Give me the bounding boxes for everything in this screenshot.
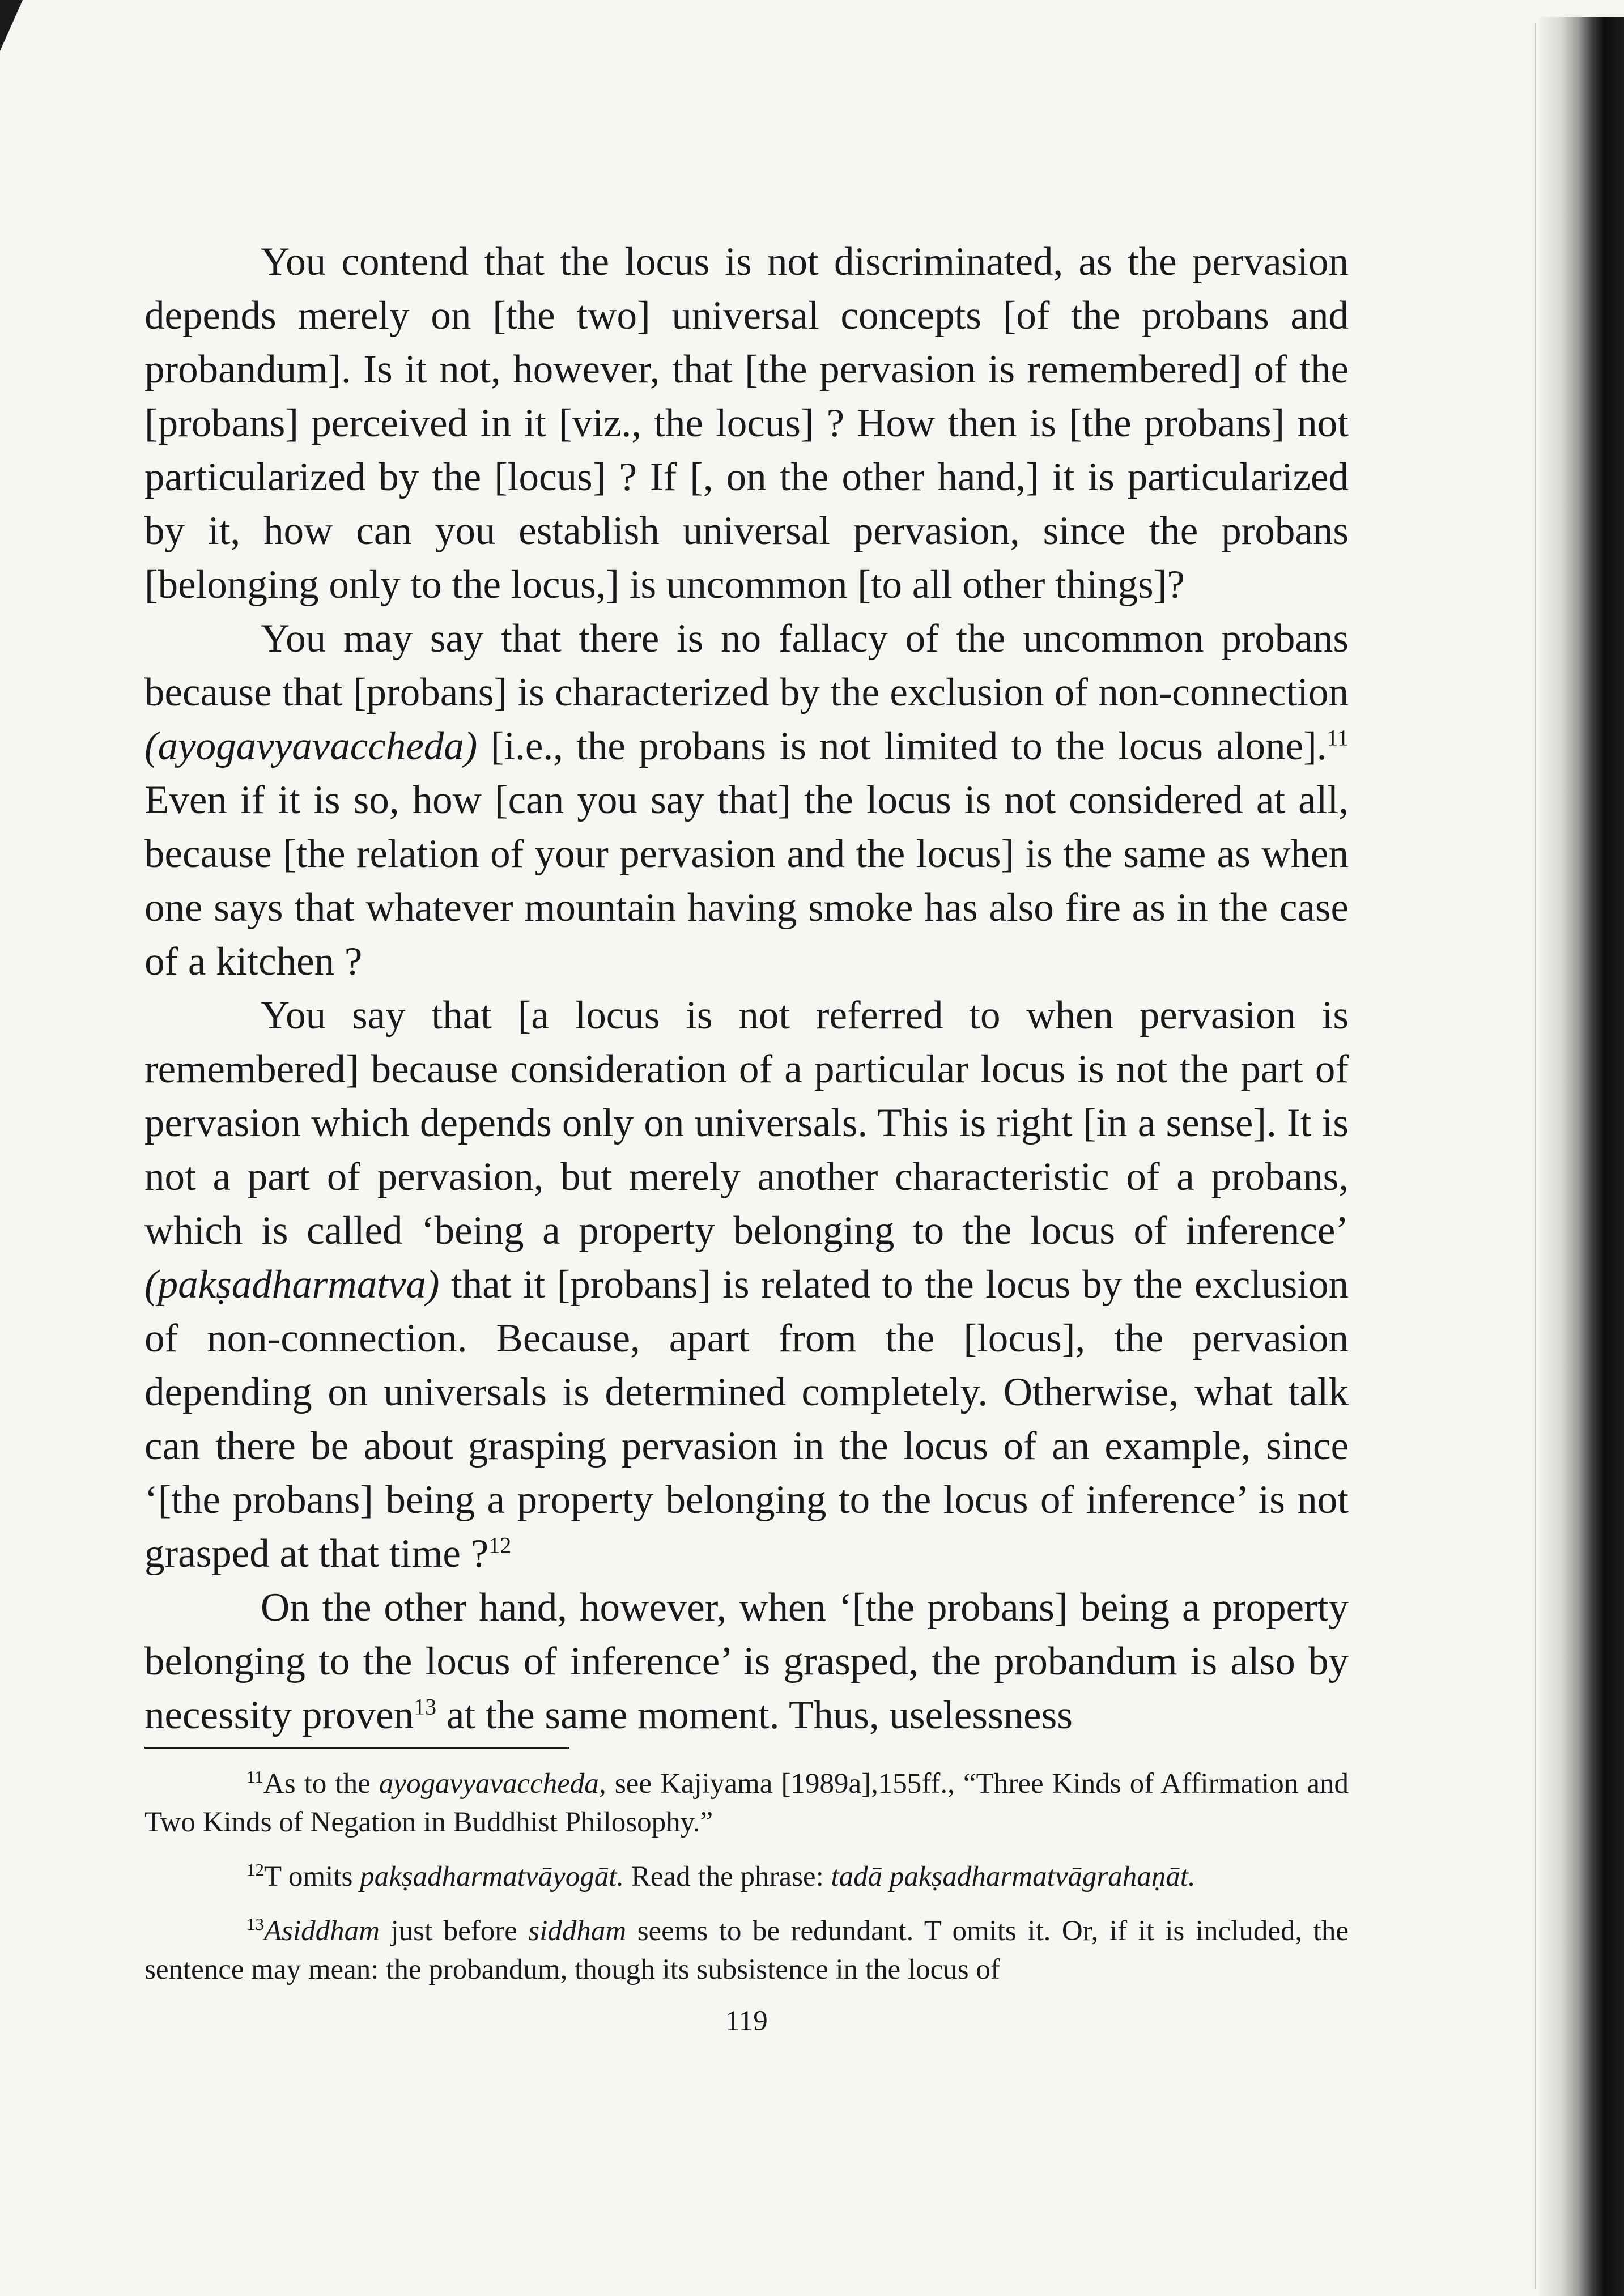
paragraph: You contend that the locus is not discriminated, as the pervasion depends merely on [the two] universal concepts [of the probans and probandum]. Is it not, however, that [the pervasion is remembered] of the [probans] perceived in it [viz., the locus] ? How then is [the probans] not particularized by the [locus] ? If [, on the other hand,] it is particularized by it, how can you establish universal pervasion, since the probans [belonging only to the locus,] is uncommon [to all other things]? bbox=[144, 240, 1349, 607]
footnotes bbox=[144, 1764, 1349, 1989]
italic-term: (ayogavyavaccheda) bbox=[144, 724, 478, 768]
footnote-marker: 12 bbox=[488, 1532, 512, 1558]
paragraph: You may say that there is no fallacy of the uncommon probans because that [probans] is characterized by the exclusion of non-connection (ayogavyavaccheda) [i.e., the probans is not limited to the locus alone].$^{11}$ Even if it is so, how [can you say that] the locus is not considered at all, because [the relation of your pervasion and the locus] is the same as when one says that whatever mountain having smoke has also fire as in the case of a kitchen ? bbox=[144, 616, 1349, 984]
italic-term: (pakṣadharmatva) bbox=[144, 1262, 440, 1307]
paragraph: On the other hand, however, when ‘[the probans] being a property belonging to the locus of inference’ is grasped, the probandum is also by necessity proven$^{13}$ at the same moment. Thus, uselessness bbox=[144, 1585, 1349, 1737]
italic-term: tadā pakṣadharmatvāgrahaṇāt. bbox=[831, 1861, 1196, 1893]
italic-term: pakṣadharmatvāyogāt. bbox=[360, 1861, 624, 1893]
footnote-11: $^{11}$As to the ayogavyavaccheda, see Kajiyama [1989a],155ff., “Three Kinds of Affirmation and Two Kinds of Negation in Buddhist Philosophy.” bbox=[144, 1767, 1349, 1838]
footnote-marker: 13 bbox=[246, 1914, 264, 1934]
footnote-marker: 11 bbox=[1327, 725, 1349, 751]
italic-term: siddham bbox=[528, 1915, 627, 1947]
footnote-marker: 13 bbox=[414, 1694, 437, 1720]
footnote-12: $^{12}$T omits pakṣadharmatvāyogāt. Read the phrase: tadā pakṣadharmatvāgrahaṇāt. bbox=[246, 1860, 1196, 1893]
footnote-13: $^{13}$Asiddham just before siddham seems to be redundant. T omits it. Or, if it is included, the sentence may mean: the probandum, though its subsistence in the locus of bbox=[144, 1914, 1349, 1985]
italic-term: ayogavyavaccheda, bbox=[379, 1768, 606, 1800]
page-number: 119 bbox=[725, 2005, 768, 2037]
book-spine-shadow bbox=[1539, 17, 1624, 2296]
footnote-marker: 12 bbox=[246, 1860, 264, 1880]
scan-margin-line bbox=[1535, 23, 1536, 2289]
body-text bbox=[144, 235, 1349, 1742]
footnote-separator bbox=[144, 1747, 569, 1749]
scan-corner-mark bbox=[0, 0, 23, 51]
footnote-marker: 11 bbox=[246, 1767, 263, 1787]
paragraph: You say that [a locus is not referred to when pervasion is remembered] because consideration of a particular locus is not the part of pervasion which depends only on universals. This is right [in a sense]. It is not a part of pervasion, but merely another characteristic of a probans, which is called ‘being a property belonging to the locus of inference’ (pakṣadharmatva) that it [probans] is related to the locus by the exclusion of non-connection. Because, apart from the [locus], the pervasion depending on universals is determined completely. Otherwise, what talk can there be about grasping pervasion in the locus of an example, since ‘[the probans] being a property belonging to the locus of inference’ is not grasped at that time ?$^{12}$ bbox=[144, 993, 1349, 1576]
page-content bbox=[144, 235, 1349, 2038]
italic-term: Asiddham bbox=[264, 1915, 380, 1947]
